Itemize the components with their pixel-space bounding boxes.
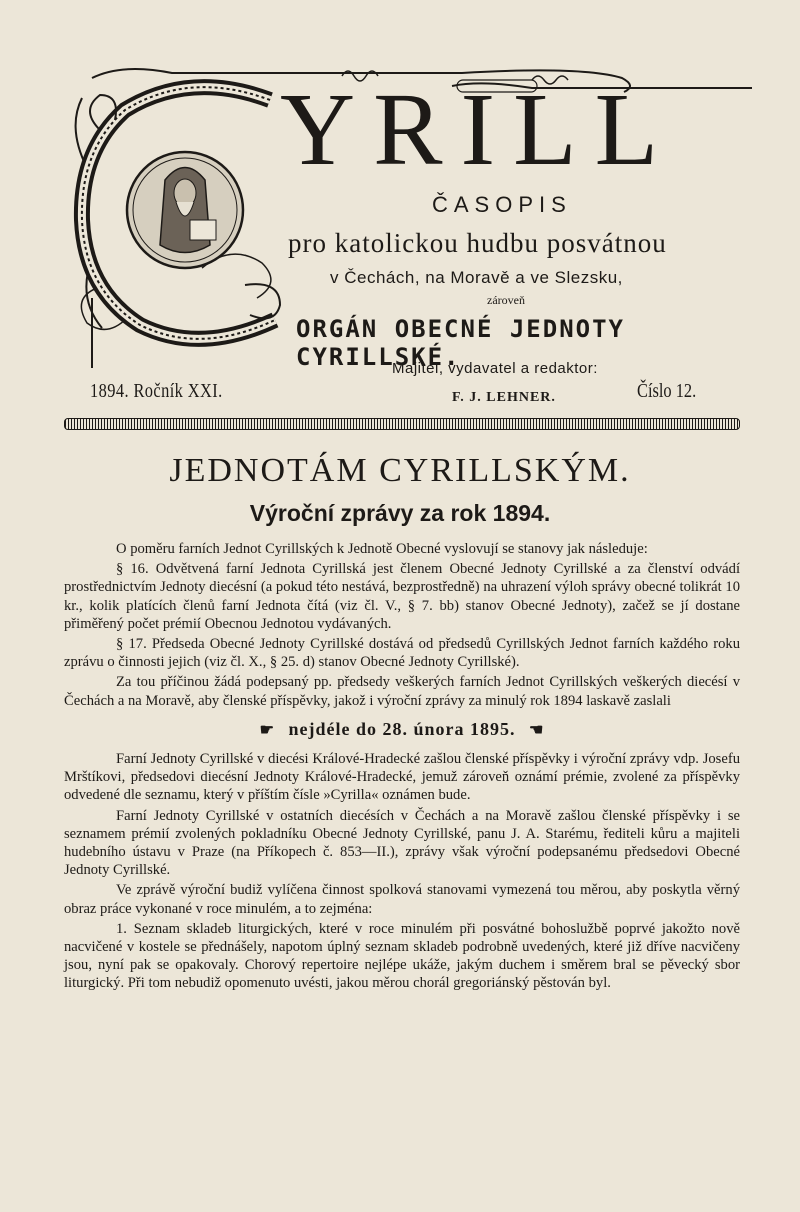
paragraph-intro: O poměru farních Jednot Cyrillských k Jednotě Obecné vyslovují se stanovy jak následuje:: [116, 541, 648, 557]
journal-region: v Čechách, na Moravě a ve Slezsku,: [330, 268, 623, 287]
issue-number: Číslo 12.: [637, 380, 697, 402]
decorative-rule: [64, 418, 740, 430]
editor-name: F. J. LEHNER.: [452, 390, 556, 405]
article-subheading: Výroční zprávy za rok 1894.: [249, 500, 551, 526]
year-volume: 1894. Ročník XXI.: [90, 380, 223, 402]
article-heading: JEDNOTÁM CYRILLSKÝM.: [169, 452, 631, 489]
paragraph-request: Za tou příčinou žádá podepsaný pp. předsedy veškerých farních Jednot Cyrillských veškerých diecésí v Čechách a na Moravě, aby členské příspěvky, jakož i výroční zprávy za minulý rok 1894 laskavě zaslali: [64, 674, 740, 709]
journal-owner-label: Majitel, vydavatel a redaktor:: [392, 360, 598, 377]
pointing-hand-right-icon: ☛: [259, 721, 275, 739]
initial-c-with-saint-icon: [70, 70, 290, 370]
paragraph-section-16: § 16. Odvětvená farní Jednota Cyrillská jest členem Obecné Jednoty Cyrillské a za členství odvádí prostřednictvím Jednoty diecésní (a pokud této nestává, bezprostředně) na uhrazení výloh správy obecné tolikrát 10 kr., kolik platících členů farní Jednota čítá (viz čl. V., § 7. bb) stanov Obecné Jednoty), začež se jí dostane přiměřený počet prémií Obecnou Jednotou vydávaných.: [64, 561, 740, 632]
journal-title: YRILL: [280, 72, 677, 187]
article-body: [64, 540, 740, 995]
journal-organ: ORGÁN OBECNÉ JEDNOTY CYRILLSKÉ.: [296, 315, 625, 371]
journal-type: ČASOPIS: [432, 192, 572, 217]
paragraph-hradec: Farní Jednoty Cyrillské v diecési Králové-Hradecké zašlou členské příspěvky i výroční zprávy vdp. Josefu Mrštíkovi, předsedovi diecésní Jednoty Králové-Hradecké, jemuž zároveň oznámí prémie, zvolené za příspěvky odvedené dle seznamu, který v příštím čísle »Cyrilla« oznámen bude.: [64, 751, 740, 804]
journal-conjunction: zároveň: [487, 293, 525, 307]
paragraph-report-contents: Ve zprávě výroční budiž vylíčena činnost spolková stanovami vymezená tou měrou, aby poskytla věrný obraz práce vykonané v roce minulém, a to zejména:: [64, 882, 740, 917]
paragraph-item-1: 1. Seznam skladeb liturgických, které v roce minulém při posvátné bohoslužbě poprvé jakožto nově nacvičené v kostele se přednášely, napotom úplný seznam skladeb podrobně uvedených, které již dříve nacvičeny jsou, nyní pak se opakovaly. Chorový repertoire nejlépe ukáže, jakým duchem i směrem bral se pěvecký sbor liturgický. Při tom nebudiž opomenuto uvésti, jakou měrou chorál gregoriánský pěstován byl.: [64, 920, 740, 992]
paragraph-other-dioceses: Farní Jednoty Cyrillské v ostatních diecésích v Čechách a na Moravě zašlou členské příspěvky i se seznamem prémií zvolených pokladníku Obecné Jednoty Cyrillské, panu J. A. Starému, řediteli kůru a majiteli hudebního ústavu v Praze (na Příkopech č. 853—II.), zprávy však výroční podepsanému předsedovi Obecné Jednoty Cyrillské.: [64, 807, 740, 879]
pointing-hand-left-icon: ☚: [529, 721, 545, 739]
deadline-line: [64, 720, 740, 740]
paragraph-section-17: § 17. Předseda Obecné Jednoty Cyrillské dostává od předsedů Cyrillských Jednot farních každého roku zprávu o činnosti jejich (viz čl. X., § 25. d) stanov Obecné Jednoty Cyrillské).: [64, 636, 740, 671]
deadline-text: nejdéle do 28. února 1895.: [288, 718, 516, 739]
journal-subtitle: pro katolickou hudbu posvátnou: [288, 228, 667, 258]
